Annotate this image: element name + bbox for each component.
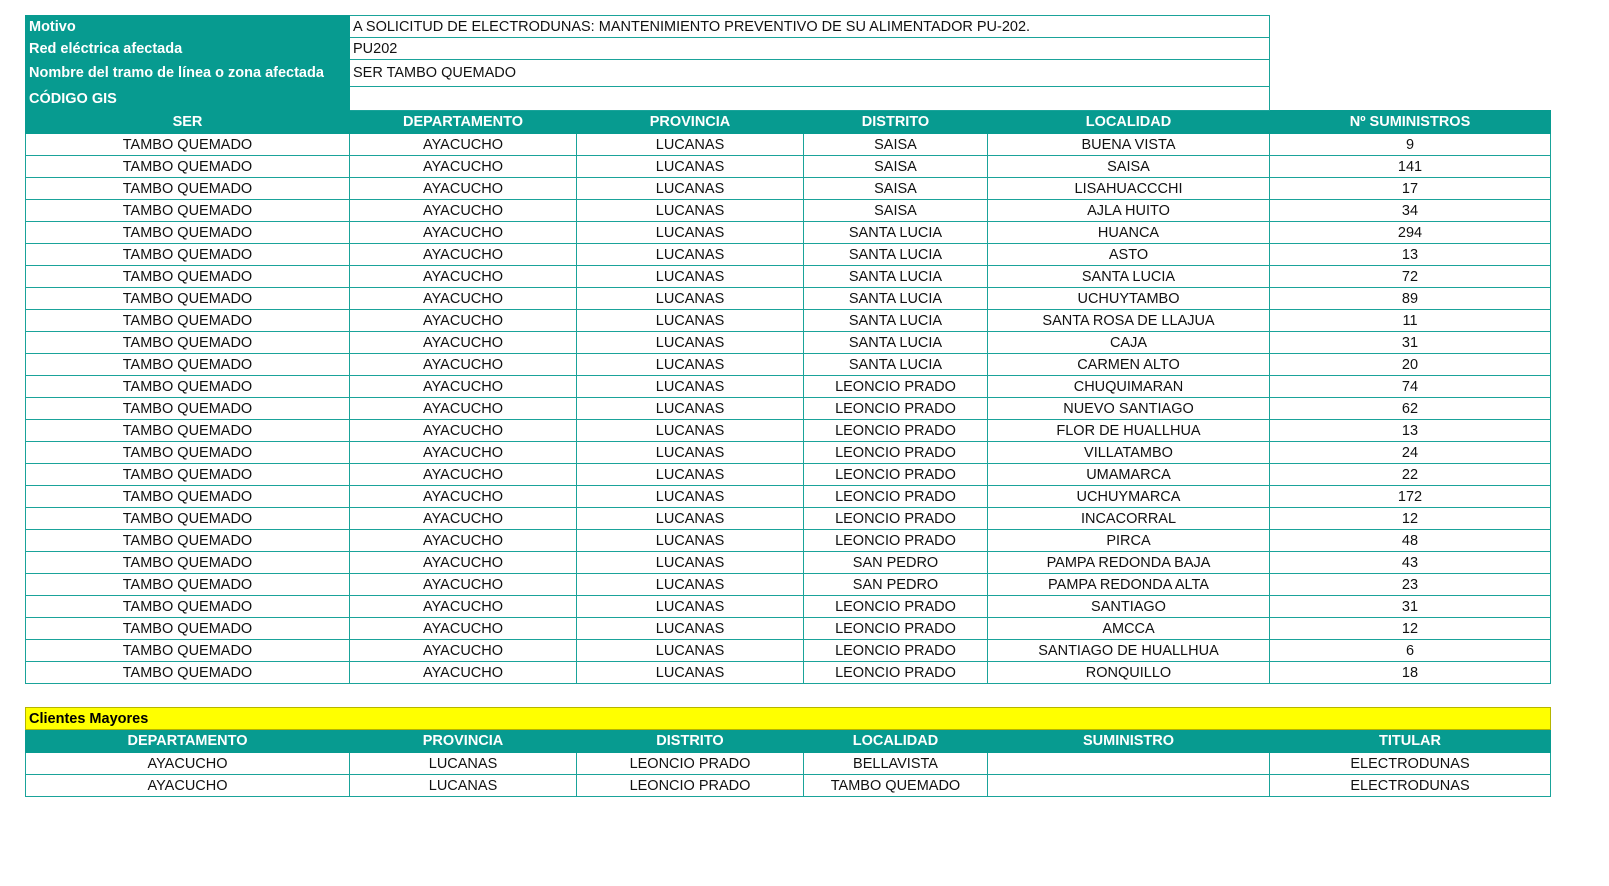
table-cell[interactable]: LUCANAS (577, 156, 804, 178)
table-row (26, 398, 1551, 420)
table-cell[interactable]: LUCANAS (577, 464, 804, 486)
table-cell[interactable]: 12 (1270, 508, 1551, 530)
column-header: DISTRITO (577, 730, 804, 753)
table-cell[interactable]: TAMBO QUEMADO (26, 222, 350, 244)
table-cell[interactable]: LEONCIO PRADO (804, 464, 988, 486)
table-cell[interactable]: 24 (1270, 442, 1551, 464)
table-cell[interactable]: CHUQUIMARAN (988, 376, 1270, 398)
table-cell[interactable]: TAMBO QUEMADO (26, 376, 350, 398)
table-cell[interactable]: SANTIAGO DE HUALLHUA (988, 640, 1270, 662)
table-cell[interactable]: LUCANAS (577, 178, 804, 200)
table-cell[interactable]: 20 (1270, 354, 1551, 376)
table-cell[interactable]: LEONCIO PRADO (804, 618, 988, 640)
table-cell[interactable]: LUCANAS (577, 574, 804, 596)
column-header: LOCALIDAD (988, 111, 1270, 134)
table-cell[interactable]: SAISA (804, 156, 988, 178)
table-cell[interactable]: AYACUCHO (350, 200, 577, 222)
table-cell[interactable]: LEONCIO PRADO (804, 376, 988, 398)
table-cell[interactable]: TAMBO QUEMADO (26, 464, 350, 486)
table-cell[interactable]: 22 (1270, 464, 1551, 486)
table-cell[interactable]: AYACUCHO (350, 134, 577, 156)
table-cell[interactable]: CARMEN ALTO (988, 354, 1270, 376)
table-cell[interactable]: TAMBO QUEMADO (26, 640, 350, 662)
table-cell[interactable]: 9 (1270, 134, 1551, 156)
table-cell[interactable]: SAISA (804, 134, 988, 156)
spacer-cell (26, 684, 1551, 708)
table-cell[interactable]: SANTIAGO (988, 596, 1270, 618)
table-row (26, 134, 1551, 156)
table-cell[interactable]: AYACUCHO (350, 574, 577, 596)
table-cell[interactable]: PAMPA REDONDA BAJA (988, 552, 1270, 574)
table-row (26, 618, 1551, 640)
table-cell[interactable]: TAMBO QUEMADO (26, 618, 350, 640)
table-row (26, 640, 1551, 662)
table-cell[interactable]: TAMBO QUEMADO (26, 332, 350, 354)
table-cell[interactable]: TAMBO QUEMADO (26, 398, 350, 420)
table-cell[interactable]: LUCANAS (577, 310, 804, 332)
table-cell[interactable]: ASTO (988, 244, 1270, 266)
table-cell[interactable]: LUCANAS (577, 244, 804, 266)
table-cell[interactable]: AYACUCHO (350, 464, 577, 486)
table-row (26, 244, 1551, 266)
spreadsheet (25, 15, 1551, 797)
table-cell[interactable]: LEONCIO PRADO (577, 775, 804, 797)
clientes-mayores-title-row (26, 708, 1551, 730)
table-cell[interactable]: SAISA (804, 178, 988, 200)
table-row (26, 552, 1551, 574)
table-cell[interactable]: SANTA ROSA DE LLAJUA (988, 310, 1270, 332)
main-table-header (26, 111, 1551, 134)
table-cell[interactable]: ELECTRODUNAS (1270, 753, 1551, 775)
table-row (26, 156, 1551, 178)
table-cell[interactable]: SAISA (804, 200, 988, 222)
clientes-mayores-title: Clientes Mayores (26, 708, 1551, 730)
table-row (26, 596, 1551, 618)
table-cell[interactable]: TAMBO QUEMADO (26, 486, 350, 508)
info-row-red (26, 38, 1551, 60)
table-cell[interactable]: 141 (1270, 156, 1551, 178)
table-cell[interactable]: LUCANAS (577, 486, 804, 508)
table-cell[interactable]: SAN PEDRO (804, 552, 988, 574)
table-cell[interactable]: LUCANAS (577, 508, 804, 530)
table-cell[interactable]: AYACUCHO (350, 288, 577, 310)
table-cell[interactable]: NUEVO SANTIAGO (988, 398, 1270, 420)
table-cell[interactable]: TAMBO QUEMADO (26, 508, 350, 530)
table-cell[interactable]: AYACUCHO (350, 310, 577, 332)
clientes-mayores-header (26, 730, 1551, 753)
column-header: LOCALIDAD (804, 730, 988, 753)
table-cell[interactable]: 12 (1270, 618, 1551, 640)
table-row (26, 753, 1551, 775)
table-cell[interactable]: 48 (1270, 530, 1551, 552)
table-cell[interactable]: LEONCIO PRADO (577, 753, 804, 775)
table-cell[interactable]: AYACUCHO (350, 266, 577, 288)
gis-value[interactable] (350, 87, 1270, 111)
table-cell[interactable]: LEONCIO PRADO (804, 398, 988, 420)
table-cell[interactable]: 13 (1270, 420, 1551, 442)
table-cell[interactable]: TAMBO QUEMADO (26, 574, 350, 596)
table-cell[interactable]: AYACUCHO (350, 156, 577, 178)
table-cell[interactable]: LISAHUACCCHI (988, 178, 1270, 200)
table-row (26, 200, 1551, 222)
table-cell[interactable]: LUCANAS (577, 640, 804, 662)
table-cell[interactable]: SANTA LUCIA (988, 266, 1270, 288)
table-cell[interactable]: 18 (1270, 662, 1551, 684)
table-row (26, 178, 1551, 200)
empty-cell (1270, 38, 1551, 60)
table-cell[interactable]: TAMBO QUEMADO (26, 200, 350, 222)
table-cell[interactable]: TAMBO QUEMADO (26, 442, 350, 464)
table-cell[interactable]: SANTA LUCIA (804, 244, 988, 266)
table-cell[interactable]: AYACUCHO (350, 442, 577, 464)
table-cell[interactable] (988, 753, 1270, 775)
table-cell[interactable]: LUCANAS (577, 662, 804, 684)
table-cell[interactable]: LEONCIO PRADO (804, 640, 988, 662)
info-row-motivo (26, 16, 1551, 38)
table-cell[interactable]: 62 (1270, 398, 1551, 420)
table-cell[interactable]: LUCANAS (577, 288, 804, 310)
table-cell[interactable]: AYACUCHO (350, 552, 577, 574)
table-cell[interactable]: TAMBO QUEMADO (26, 530, 350, 552)
table-cell[interactable]: AJLA HUITO (988, 200, 1270, 222)
table-cell[interactable]: LUCANAS (577, 552, 804, 574)
table-cell[interactable]: AYACUCHO (350, 662, 577, 684)
table-cell[interactable]: LUCANAS (577, 134, 804, 156)
table-cell[interactable]: AYACUCHO (350, 618, 577, 640)
table-cell[interactable]: AYACUCHO (350, 596, 577, 618)
table-cell[interactable]: SANTA LUCIA (804, 288, 988, 310)
table-cell[interactable]: 17 (1270, 178, 1551, 200)
table-cell[interactable]: TAMBO QUEMADO (26, 662, 350, 684)
table-cell[interactable]: AYACUCHO (350, 508, 577, 530)
table-cell[interactable]: 72 (1270, 266, 1551, 288)
table-row (26, 310, 1551, 332)
table-cell[interactable]: TAMBO QUEMADO (26, 354, 350, 376)
table-cell[interactable]: 11 (1270, 310, 1551, 332)
table-cell[interactable]: LUCANAS (577, 200, 804, 222)
table-cell[interactable]: AYACUCHO (350, 178, 577, 200)
table-cell[interactable]: SAN PEDRO (804, 574, 988, 596)
tramo-value[interactable]: SER TAMBO QUEMADO (350, 60, 1270, 87)
table-cell[interactable]: SANTA LUCIA (804, 310, 988, 332)
motivo-label: Motivo (26, 16, 350, 38)
table-row (26, 420, 1551, 442)
table-cell[interactable]: 31 (1270, 332, 1551, 354)
table-cell[interactable]: AYACUCHO (350, 640, 577, 662)
table-cell[interactable]: AYACUCHO (26, 775, 350, 797)
table-cell[interactable]: 13 (1270, 244, 1551, 266)
table-cell[interactable]: 6 (1270, 640, 1551, 662)
gis-label: CÓDIGO GIS (26, 87, 350, 111)
table-cell[interactable]: LUCANAS (577, 618, 804, 640)
table-cell[interactable]: LUCANAS (577, 530, 804, 552)
table-cell[interactable]: TAMBO QUEMADO (26, 420, 350, 442)
table-cell[interactable]: AYACUCHO (350, 354, 577, 376)
table-cell[interactable]: TAMBO QUEMADO (26, 310, 350, 332)
table-cell[interactable]: LUCANAS (577, 266, 804, 288)
table-cell[interactable]: AYACUCHO (350, 244, 577, 266)
table-cell[interactable]: VILLATAMBO (988, 442, 1270, 464)
table-cell[interactable]: HUANCA (988, 222, 1270, 244)
table-cell[interactable]: 89 (1270, 288, 1551, 310)
table-row (26, 508, 1551, 530)
table-cell[interactable]: TAMBO QUEMADO (26, 596, 350, 618)
column-header: SUMINISTRO (988, 730, 1270, 753)
table-cell[interactable]: TAMBO QUEMADO (26, 244, 350, 266)
column-header: PROVINCIA (577, 111, 804, 134)
table-cell[interactable]: LEONCIO PRADO (804, 662, 988, 684)
tramo-label: Nombre del tramo de línea o zona afectada (26, 60, 350, 87)
table-row (26, 464, 1551, 486)
table-cell[interactable]: TAMBO QUEMADO (26, 552, 350, 574)
table-cell[interactable]: INCACORRAL (988, 508, 1270, 530)
table-cell[interactable]: LUCANAS (350, 753, 577, 775)
table-cell[interactable]: AYACUCHO (350, 420, 577, 442)
table-row (26, 775, 1551, 797)
motivo-value[interactable]: A SOLICITUD DE ELECTRODUNAS: MANTENIMIENTO PREVENTIVO DE SU ALIMENTADOR PU-202. (350, 16, 1270, 38)
table-cell[interactable]: LEONCIO PRADO (804, 530, 988, 552)
table-cell[interactable]: 43 (1270, 552, 1551, 574)
table-cell[interactable]: 294 (1270, 222, 1551, 244)
column-header: PROVINCIA (350, 730, 577, 753)
info-row-gis (26, 87, 1551, 111)
table-cell[interactable]: 172 (1270, 486, 1551, 508)
table-cell[interactable]: UMAMARCA (988, 464, 1270, 486)
table-row (26, 354, 1551, 376)
table-cell[interactable]: UCHUYTAMBO (988, 288, 1270, 310)
empty-cell (1270, 60, 1551, 87)
table-cell[interactable]: TAMBO QUEMADO (26, 288, 350, 310)
column-header: DEPARTAMENTO (26, 730, 350, 753)
table-cell[interactable]: TAMBO QUEMADO (26, 266, 350, 288)
table-cell[interactable]: LUCANAS (350, 775, 577, 797)
table-cell[interactable]: AYACUCHO (350, 398, 577, 420)
table-cell[interactable]: 23 (1270, 574, 1551, 596)
column-header: DISTRITO (804, 111, 988, 134)
table-cell[interactable]: TAMBO QUEMADO (26, 156, 350, 178)
report-table (25, 15, 1551, 797)
table-cell[interactable]: PIRCA (988, 530, 1270, 552)
table-cell[interactable]: 31 (1270, 596, 1551, 618)
table-cell[interactable]: LUCANAS (577, 398, 804, 420)
column-header: SER (26, 111, 350, 134)
table-cell[interactable]: AYACUCHO (350, 332, 577, 354)
empty-cell (1270, 87, 1551, 111)
table-cell[interactable]: LUCANAS (577, 596, 804, 618)
table-cell[interactable]: 74 (1270, 376, 1551, 398)
table-cell[interactable]: LUCANAS (577, 354, 804, 376)
table-cell[interactable]: CAJA (988, 332, 1270, 354)
table-cell[interactable]: AYACUCHO (350, 486, 577, 508)
column-header: Nº SUMINISTROS (1270, 111, 1551, 134)
table-cell[interactable]: AYACUCHO (350, 222, 577, 244)
table-cell[interactable]: AYACUCHO (350, 530, 577, 552)
table-row (26, 288, 1551, 310)
column-header: DEPARTAMENTO (350, 111, 577, 134)
table-cell[interactable]: SANTA LUCIA (804, 354, 988, 376)
table-cell[interactable]: LUCANAS (577, 222, 804, 244)
table-cell[interactable]: BELLAVISTA (804, 753, 988, 775)
table-cell[interactable]: AYACUCHO (26, 753, 350, 775)
table-cell[interactable]: TAMBO QUEMADO (804, 775, 988, 797)
table-cell[interactable]: RONQUILLO (988, 662, 1270, 684)
red-value[interactable]: PU202 (350, 38, 1270, 60)
info-row-tramo (26, 60, 1551, 87)
table-row (26, 376, 1551, 398)
table-cell[interactable]: LEONCIO PRADO (804, 508, 988, 530)
table-cell[interactable]: LEONCIO PRADO (804, 442, 988, 464)
table-row (26, 530, 1551, 552)
table-cell[interactable]: FLOR DE HUALLHUA (988, 420, 1270, 442)
spacer-row (26, 684, 1551, 708)
table-cell[interactable]: LUCANAS (577, 376, 804, 398)
table-cell[interactable]: LEONCIO PRADO (804, 420, 988, 442)
red-label: Red eléctrica afectada (26, 38, 350, 60)
table-cell[interactable] (988, 775, 1270, 797)
table-cell[interactable]: ELECTRODUNAS (1270, 775, 1551, 797)
table-cell[interactable]: BUENA VISTA (988, 134, 1270, 156)
table-cell[interactable]: LEONCIO PRADO (804, 596, 988, 618)
table-cell[interactable]: LUCANAS (577, 420, 804, 442)
table-cell[interactable]: LUCANAS (577, 442, 804, 464)
column-header: TITULAR (1270, 730, 1551, 753)
table-cell[interactable]: AYACUCHO (350, 376, 577, 398)
table-row (26, 486, 1551, 508)
table-cell[interactable]: TAMBO QUEMADO (26, 178, 350, 200)
table-row (26, 442, 1551, 464)
table-cell[interactable]: SANTA LUCIA (804, 332, 988, 354)
table-cell[interactable]: LEONCIO PRADO (804, 486, 988, 508)
table-cell[interactable]: 34 (1270, 200, 1551, 222)
empty-cell (1270, 16, 1551, 38)
table-cell[interactable]: SAISA (988, 156, 1270, 178)
table-row (26, 332, 1551, 354)
table-cell[interactable]: PAMPA REDONDA ALTA (988, 574, 1270, 596)
table-row (26, 662, 1551, 684)
table-cell[interactable]: AMCCA (988, 618, 1270, 640)
table-cell[interactable]: TAMBO QUEMADO (26, 134, 350, 156)
table-row (26, 266, 1551, 288)
table-cell[interactable]: UCHUYMARCA (988, 486, 1270, 508)
table-cell[interactable]: SANTA LUCIA (804, 266, 988, 288)
table-cell[interactable]: LUCANAS (577, 332, 804, 354)
table-cell[interactable]: SANTA LUCIA (804, 222, 988, 244)
table-row (26, 574, 1551, 596)
table-row (26, 222, 1551, 244)
